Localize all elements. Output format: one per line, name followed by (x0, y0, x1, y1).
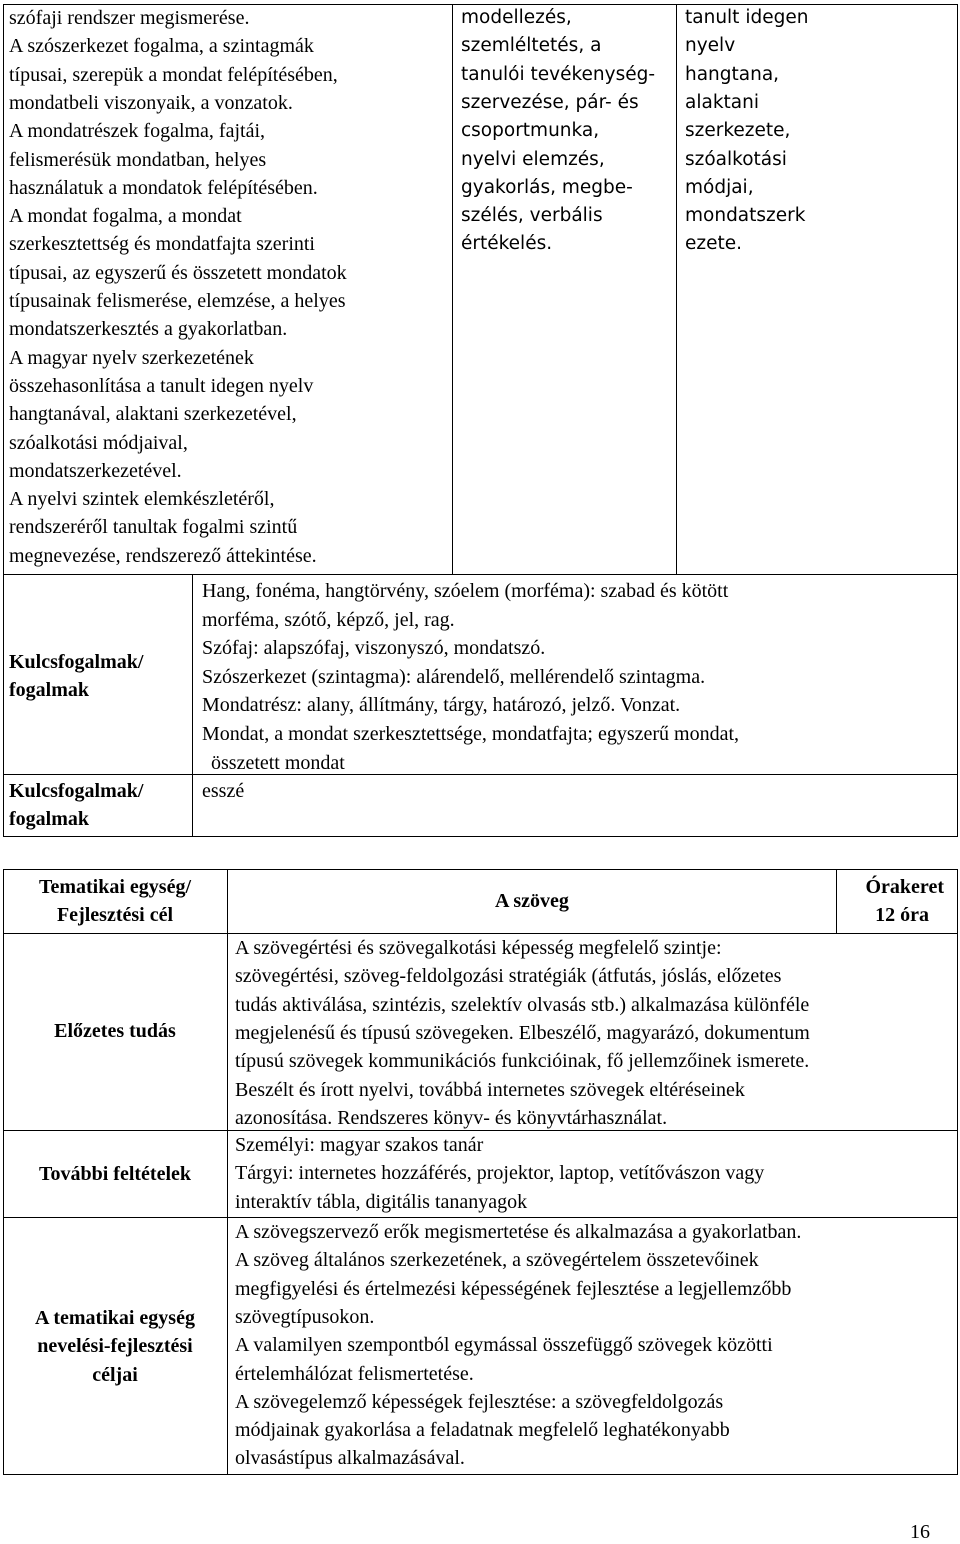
prior-knowledge-line: Beszélt és írott nyelvi, továbbá internetes szövegek eltéréseinek (235, 1078, 745, 1101)
methods-line: csoportmunka, (461, 120, 600, 142)
methods-line: tanulói tevékenység- (461, 63, 656, 85)
goals-line: A valamilyen szempontból egymással összefüggő szövegek közötti (235, 1334, 773, 1357)
key-concepts-line: Mondatrész: alany, állítmány, tárgy, határozó, jelző. Vonzat. (202, 694, 681, 717)
content-line: szerkesztettség és mondatfajta szerinti (9, 233, 315, 256)
connections-line: mondatszerk (685, 205, 806, 227)
content-line: A szószerkezet fogalma, a szintagmák (9, 35, 314, 58)
unit-label-line: Fejlesztési cél (56, 904, 174, 927)
connections-line: nyelv (685, 35, 736, 57)
key-concepts-line: Mondat, a mondat szerkesztettsége, mondatfajta; egyszerű mondat, (202, 723, 740, 745)
methods-line: szervezése, pár- és (461, 91, 639, 113)
prior-knowledge-line: típusú szövegek kommunikációs funkcióinak, fő jellemzőinek ismerete. (235, 1050, 810, 1073)
key-concepts-line: Szófaj: alapszófaj, viszonyszó, mondatszó. (202, 637, 546, 660)
content-line: típusai, az egyszerű és összetett mondatok (9, 261, 347, 284)
table1-row-divider-2 (3, 774, 958, 775)
content-line: szóalkotási módjaival, (9, 431, 188, 454)
goals-line: módjainak gyakorlása a feladatnak megfelelő leghatékonyabb (235, 1419, 730, 1442)
conditions-line: Tárgyi: internetes hozzáférés, projektor, laptop, vetítővászon vagy (235, 1162, 765, 1185)
unit-label (3, 873, 227, 930)
table1-col-divider-2 (676, 4, 677, 574)
prior-knowledge-line: azonosítása. Rendszeres könyv- és könyvtárhasználat. (235, 1106, 668, 1129)
content-line: A magyar nyelv szerkezetének (9, 346, 254, 369)
methods-line: nyelvi elemzés, (461, 148, 605, 170)
key-concepts-label: Kulcsfogalmak/ (9, 780, 144, 802)
conditions-line: interaktív tábla, digitális tananyagok (235, 1190, 528, 1213)
content-line: típusainak felismerése, elemzése, a helyes (9, 290, 346, 312)
connections-line: alaktani (685, 91, 759, 113)
goals-line: értelemhálózat felismertetése. (235, 1362, 474, 1385)
methods-line: gyakorlás, megbe- (461, 176, 633, 198)
prior-knowledge-label: Előzetes tudás (54, 1020, 176, 1042)
goals-label-line: nevelési-fejlesztési (37, 1335, 193, 1358)
key-concepts-line: összetett mondat (211, 751, 345, 774)
table1-bottom-border (3, 836, 958, 837)
goals-line: szövegtípusokon. (235, 1305, 375, 1328)
key-concepts-line: morféma, szótő, képző, jel, rag. (202, 608, 455, 631)
goals-label-line: A tematikai egység (35, 1307, 195, 1329)
content-line: mondatszerkesztés a gyakorlatban. (9, 318, 288, 341)
methods-line: modellezés, (461, 7, 572, 28)
prior-knowledge-line: tudás aktiválása, szintézis, szelektív olvasás stb.) alkalmazása különféle (235, 993, 810, 1016)
content-line: megnevezése, rendszerező áttekintése. (9, 544, 317, 567)
prior-knowledge-line: A szövegértési és szövegalkotási képesség megfelelő szintje: (235, 937, 722, 959)
goals-line: megfigyelési és értelmezési képességének fejlesztése a legjellemzőbb (235, 1277, 792, 1300)
methods-line: értékelés. (461, 233, 553, 255)
hours-label: Órakeret (865, 876, 944, 898)
table1-right-border (957, 4, 958, 836)
content-line: A mondat fogalma, a mondat (9, 205, 242, 228)
page-number: 16 (910, 1521, 930, 1543)
content-line: típusai, szerepük a mondat felépítésében, (9, 63, 338, 86)
content-line: A nyelvi szintek elemkészletéről, (9, 488, 275, 511)
connections-line: szerkezete, (685, 120, 791, 142)
table1-row-divider-1 (3, 574, 958, 575)
prior-knowledge-line: megjelenésű és típusú szövegeken. Elbeszélő, magyarázó, dokumentum (235, 1021, 810, 1044)
table2-label-divider (227, 869, 228, 1474)
connections-line: hangtana, (685, 63, 780, 85)
goals-label-line: céljai (92, 1363, 138, 1386)
key-concepts-label: fogalmak (9, 679, 89, 702)
key-concepts-line: Szószerkezet (szintagma): alárendelő, mellérendelő szintagma. (202, 665, 706, 688)
connections-line: módjai, (685, 176, 754, 198)
key-concepts-line: Hang, fonéma, hangtörvény, szóelem (morféma): szabad és kötött (202, 580, 729, 602)
goals-line: A szöveg általános szerkezetének, a szövegértelem összetevőinek (235, 1249, 759, 1272)
hours-block (837, 873, 957, 930)
goals-line: A szövegszervező erők megismertetése és alkalmazása a gyakorlatban. (235, 1221, 802, 1243)
content-line: mondatbeli viszonyaik, a vonzatok. (9, 91, 293, 114)
key-concepts-label: fogalmak (9, 808, 89, 831)
table2-bottom-border (3, 1474, 958, 1475)
content-line: mondatszerkezetével. (9, 459, 182, 482)
key-concepts-label: Kulcsfogalmak/ (9, 651, 144, 673)
content-line: használatuk a mondatok felépítésében. (9, 176, 318, 199)
content-line: felismerésük mondatban, helyes (9, 148, 267, 171)
connections-line: szóalkotási (685, 148, 787, 170)
table1-left-border (3, 4, 4, 836)
conditions-label: További feltételek (38, 1163, 192, 1185)
methods-line: szélés, verbális (461, 205, 603, 227)
connections-line: tanult idegen (685, 7, 809, 28)
unit-title: A szöveg (495, 890, 569, 912)
table2-top-border (3, 869, 958, 870)
content-line: A mondatrészek fogalma, fajtái, (9, 120, 266, 143)
prior-knowledge-line: szövegértési, szöveg-feldolgozási stratégiák (átfutás, jóslás, előzetes (235, 965, 782, 988)
content-line: szófaji rendszer megismerése. (9, 7, 250, 29)
conditions-line: Személyi: magyar szakos tanár (235, 1134, 484, 1156)
goals-line: olvasástípus alkalmazásával. (235, 1447, 465, 1470)
content-line: összehasonlítása a tanult idegen nyelv (9, 374, 314, 397)
content-line: rendszeréről tanultak fogalmi szintű (9, 516, 298, 539)
goals-label (3, 1304, 227, 1389)
methods-line: szemléltetés, a (461, 35, 602, 57)
goals-line: A szövegelemző képességek fejlesztése: a szövegfeldolgozás (235, 1390, 724, 1413)
hours-value: 12 óra (875, 904, 929, 927)
table1-col-divider-1 (452, 4, 453, 574)
unit-label-line: Tematikai egység/ (38, 876, 192, 898)
content-line: hangtanával, alaktani szerkezetével, (9, 403, 297, 426)
table1-label-divider (192, 574, 193, 836)
key-concepts-value: esszé (202, 780, 245, 802)
connections-line: ezete. (685, 233, 742, 255)
table2-right-border (957, 869, 958, 1474)
